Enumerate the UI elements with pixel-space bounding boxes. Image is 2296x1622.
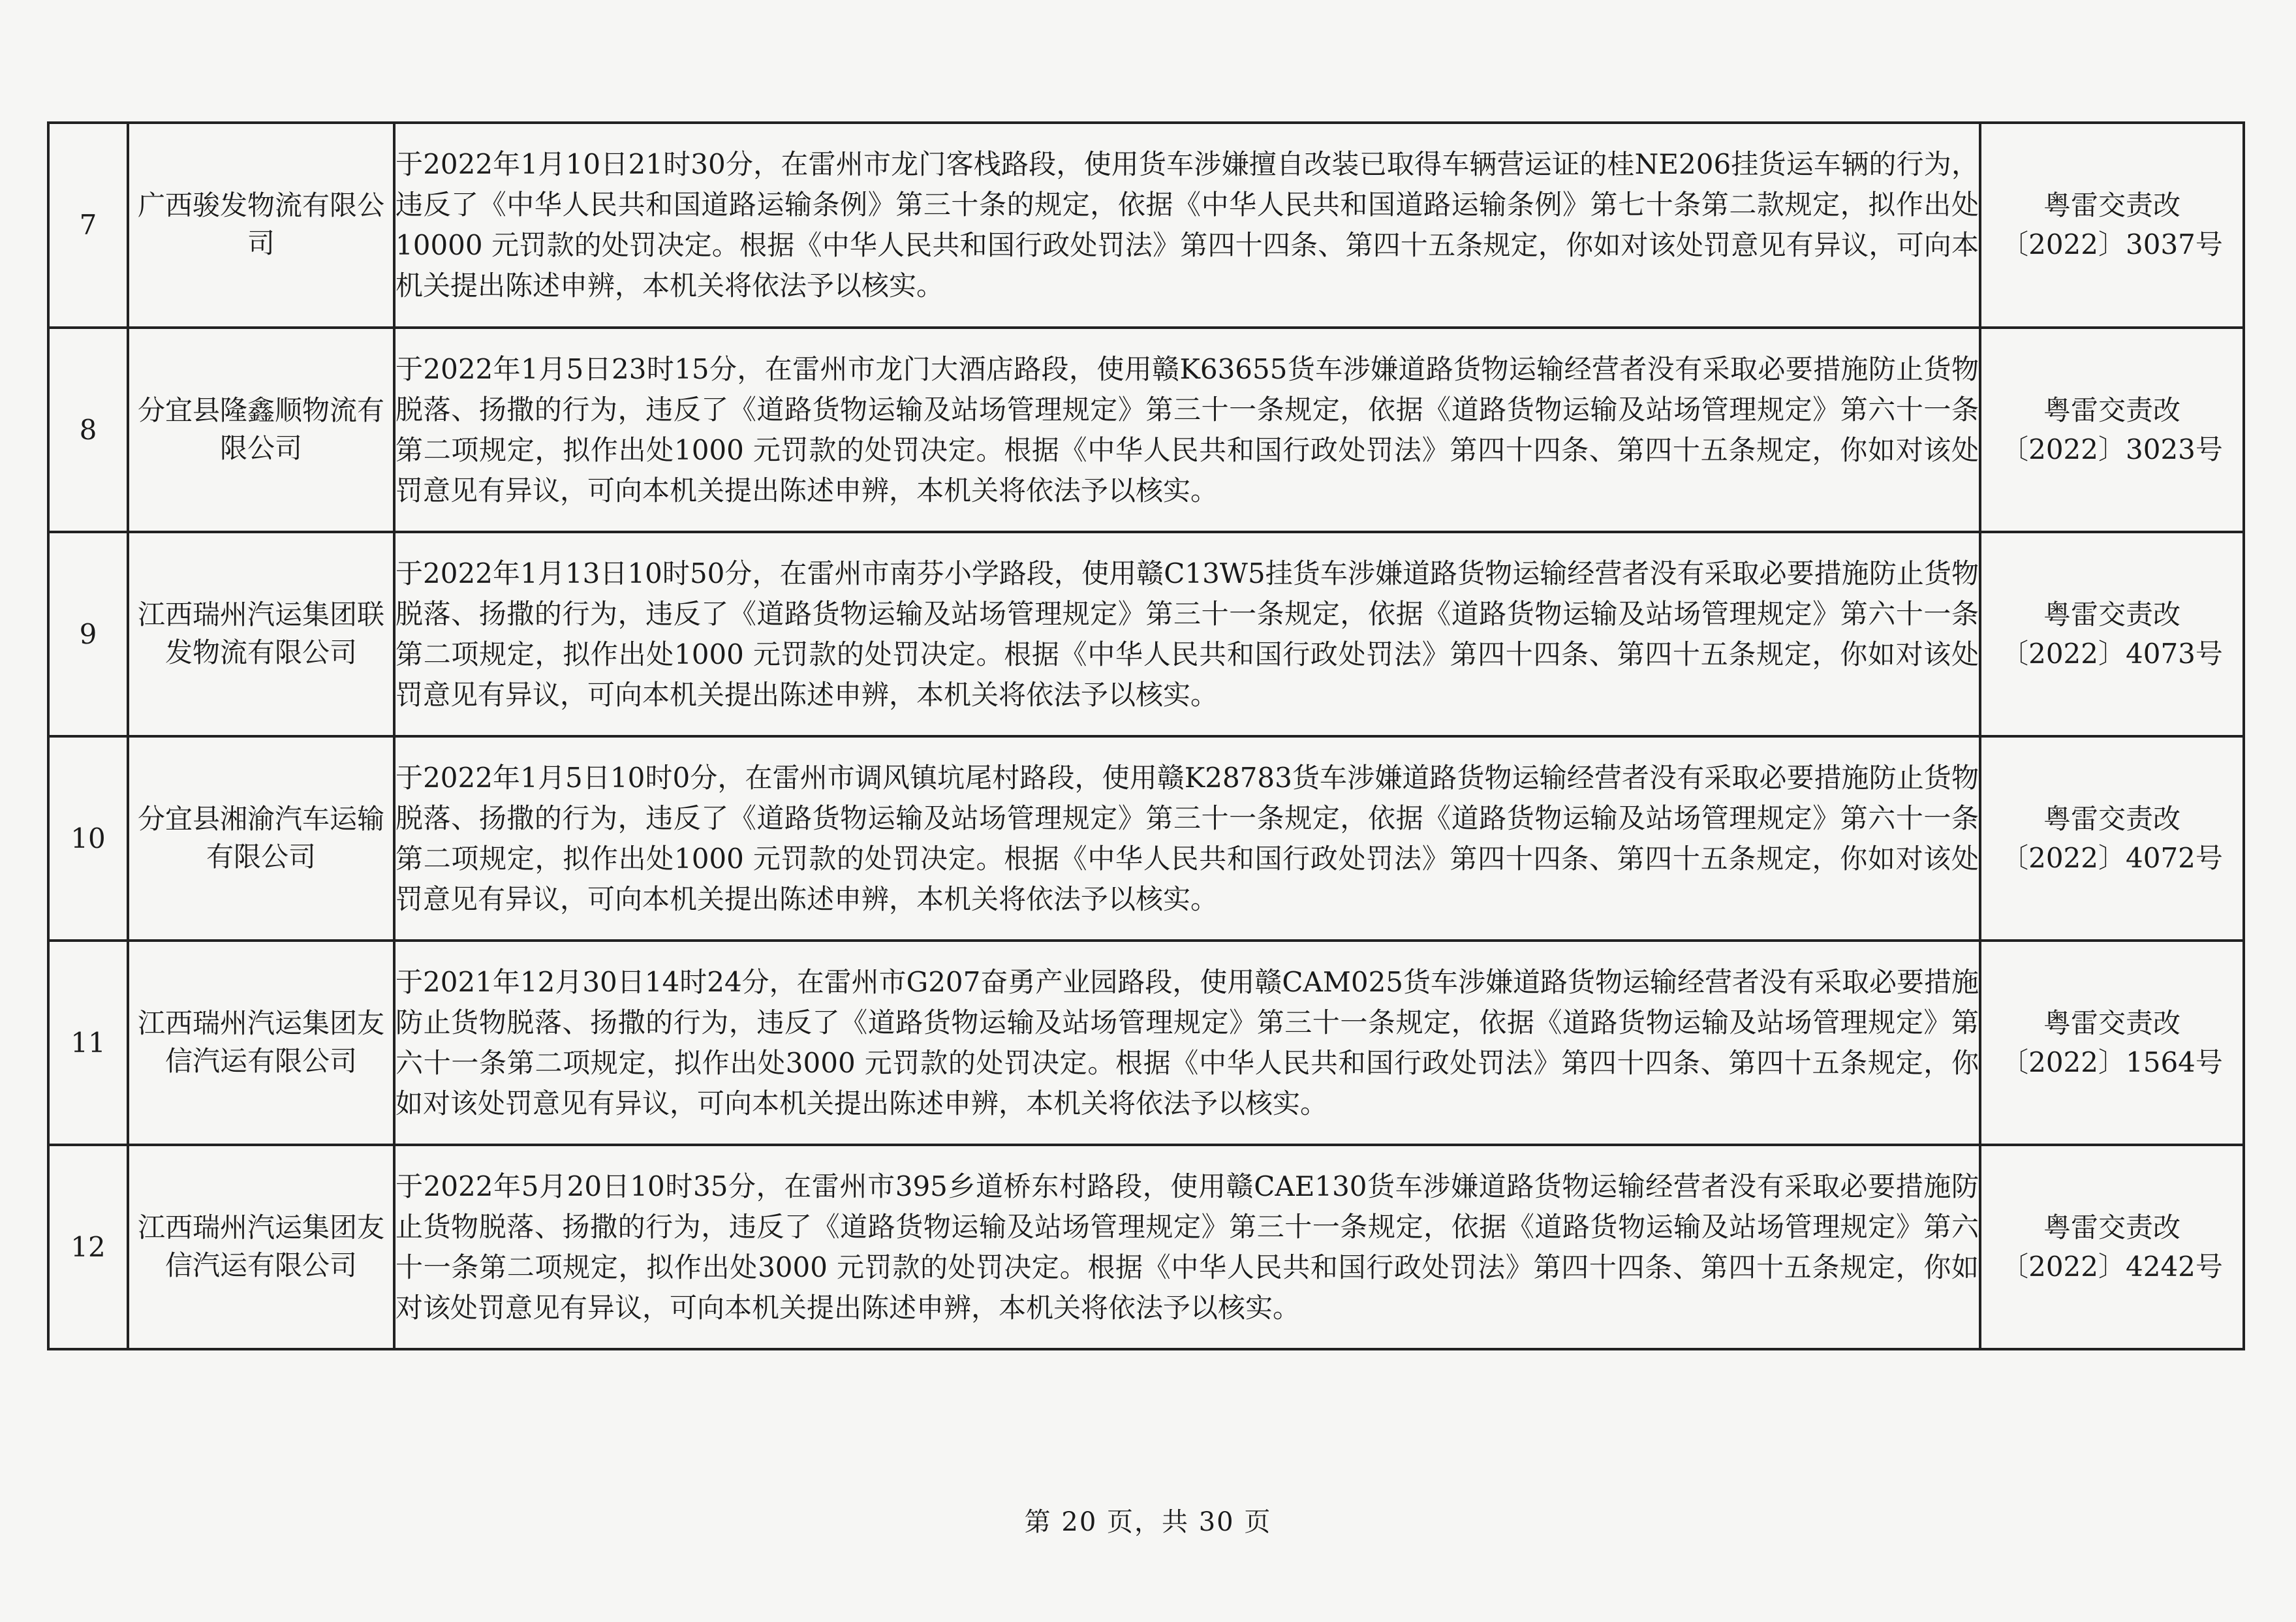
document-number-cell [1980, 123, 2244, 328]
violation-facts: 于2022年1月13日10时50分，在雷州市南芬小学路段，使用赣C13W5挂货车涉嫌道路货物运输经营者没有采取必要措施防止货物脱落、扬撒的行为，违反了《道路货物运输及站场管理规定》第三十一条规定，依据《道路货物运输及站场管理规定》第六十一条第二项规定，拟作出处1000 元罚款的处罚决定。根据《中华人民共和国行政处罚法》第四十四条、第四十五条规定，你如对该处罚意见有异议，可向本机关提出陈述申辨，本机关将依法予以核实。 [394, 532, 1980, 736]
row-number: 7 [48, 123, 128, 328]
document-number-prefix: 粤雷交责改 [2043, 1211, 2180, 1243]
party-name-cell [128, 123, 394, 328]
party-name-cell [128, 1145, 394, 1349]
table-row [48, 532, 2244, 736]
party-name-cell [128, 532, 394, 736]
row-number: 9 [48, 532, 128, 736]
party-name: 江西瑞州汽运集团友信汽运有限公司 [137, 1006, 384, 1077]
document-number-prefix: 粤雷交责改 [2043, 189, 2180, 221]
violation-facts: 于2022年5月20日10时35分，在雷州市395乡道桥东村路段，使用赣CAE130货车涉嫌道路货物运输经营者没有采取必要措施防止货物脱落、扬撒的行为，违反了《道路货物运输及站场管理规定》第三十一条规定，依据《道路货物运输及站场管理规定》第六十一条第二项规定，拟作出处3000 元罚款的处罚决定。根据《中华人民共和国行政处罚法》第四十四条、第四十五条规定，你如对该处罚意见有异议，可向本机关提出陈述申辨，本机关将依法予以核实。 [394, 1145, 1980, 1349]
document-number-cell [1980, 532, 2244, 736]
party-name-cell [128, 736, 394, 941]
document-number-prefix: 粤雷交责改 [2043, 394, 2180, 426]
penalty-table [47, 121, 2245, 1350]
row-number: 10 [48, 736, 128, 941]
violation-facts: 于2021年12月30日14时24分，在雷州市G207奋勇产业园路段，使用赣CAM025货车涉嫌道路货物运输经营者没有采取必要措施防止货物脱落、扬撒的行为，违反了《道路货物运输及站场管理规定》第三十一条规定，依据《道路货物运输及站场管理规定》第六十一条第二项规定，拟作出处3000 元罚款的处罚决定。根据《中华人民共和国行政处罚法》第四十四条、第四十五条规定，你如对该处罚意见有异议，可向本机关提出陈述申辨，本机关将依法予以核实。 [394, 941, 1980, 1145]
document-number-prefix: 粤雷交责改 [2043, 802, 2180, 835]
document-number-suffix: 〔2022〕4242号 [2001, 1250, 2223, 1283]
table-row [48, 123, 2244, 328]
document-number-suffix: 〔2022〕3037号 [2001, 228, 2223, 260]
document-number-cell [1980, 736, 2244, 941]
party-name-cell [128, 941, 394, 1145]
row-number: 12 [48, 1145, 128, 1349]
party-name-cell [128, 328, 394, 532]
party-name: 分宜县隆鑫顺物流有限公司 [137, 394, 384, 464]
document-number-cell [1980, 328, 2244, 532]
violation-facts: 于2022年1月10日21时30分，在雷州市龙门客栈路段，使用货车涉嫌擅自改装已取得车辆营运证的桂NE206挂货运车辆的行为，违反了《中华人民共和国道路运输条例》第三十条的规定，依据《中华人民共和国道路运输条例》第七十条第二款规定，拟作出处10000 元罚款的处罚决定。根据《中华人民共和国行政处罚法》第四十四条、第四十五条规定，你如对该处罚意见有异议，可向本机关提出陈述申辨，本机关将依法予以核实。 [394, 123, 1980, 328]
party-name: 广西骏发物流有限公司 [137, 189, 384, 259]
document-number-suffix: 〔2022〕3023号 [2001, 433, 2223, 465]
row-number: 8 [48, 328, 128, 532]
violation-facts: 于2022年1月5日23时15分，在雷州市龙门大酒店路段，使用赣K63655货车涉嫌道路货物运输经营者没有采取必要措施防止货物脱落、扬撒的行为，违反了《道路货物运输及站场管理规定》第三十一条规定，依据《道路货物运输及站场管理规定》第六十一条第二项规定，拟作出处1000 元罚款的处罚决定。根据《中华人民共和国行政处罚法》第四十四条、第四十五条规定，你如对该处罚意见有异议，可向本机关提出陈述申辨，本机关将依法予以核实。 [394, 328, 1980, 532]
row-number: 11 [48, 941, 128, 1145]
page-number-footer: 第 20 页，共 30 页 [1024, 1507, 1272, 1537]
table-row [48, 1145, 2244, 1349]
document-number-suffix: 〔2022〕4072号 [2001, 841, 2223, 874]
document-number-prefix: 粤雷交责改 [2043, 598, 2180, 631]
table-row [48, 941, 2244, 1145]
party-name: 江西瑞州汽运集团友信汽运有限公司 [137, 1211, 384, 1281]
party-name: 分宜县湘渝汽车运输有限公司 [137, 802, 384, 873]
table-row [48, 328, 2244, 532]
document-number-cell [1980, 1145, 2244, 1349]
document-number-cell [1980, 941, 2244, 1145]
document-number-prefix: 粤雷交责改 [2043, 1006, 2180, 1039]
table-row [48, 736, 2244, 941]
document-number-suffix: 〔2022〕4073号 [2001, 637, 2223, 670]
violation-facts: 于2022年1月5日10时0分，在雷州市调风镇坑尾村路段，使用赣K28783货车涉嫌道路货物运输经营者没有采取必要措施防止货物脱落、扬撒的行为，违反了《道路货物运输及站场管理规定》第三十一条规定，依据《道路货物运输及站场管理规定》第六十一条第二项规定，拟作出处1000 元罚款的处罚决定。根据《中华人民共和国行政处罚法》第四十四条、第四十五条规定，你如对该处罚意见有异议，可向本机关提出陈述申辨，本机关将依法予以核实。 [394, 736, 1980, 941]
party-name: 江西瑞州汽运集团联发物流有限公司 [137, 598, 384, 668]
document-number-suffix: 〔2022〕1564号 [2001, 1046, 2223, 1078]
